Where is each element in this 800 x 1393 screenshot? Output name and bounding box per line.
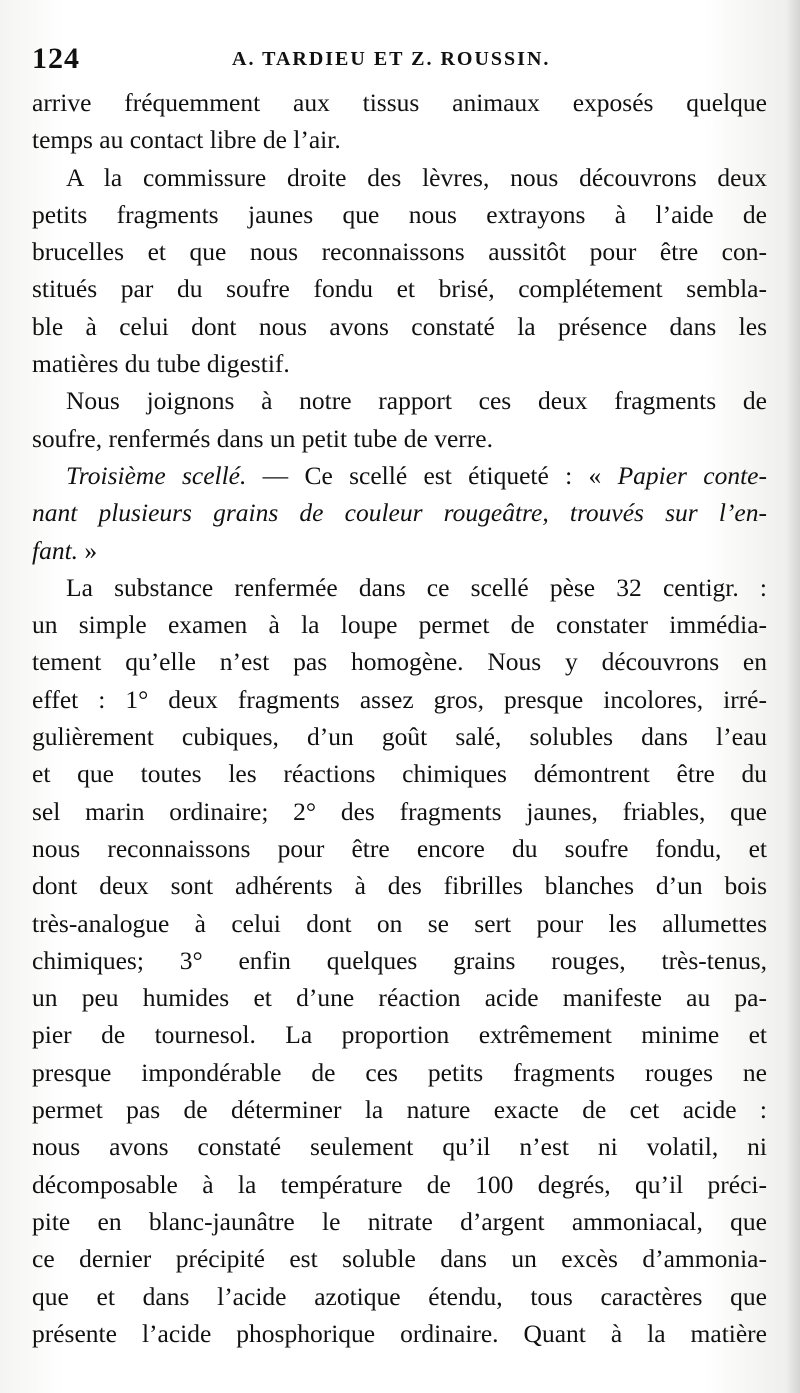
text-line xyxy=(32,494,767,531)
page-header xyxy=(32,42,772,78)
text-line: matières du tube digestif. xyxy=(32,349,290,379)
text-line: décomposable à la température de 100 degrés, qu’il préci- xyxy=(32,1169,767,1199)
text-line: un simple examen à la loupe permet de constater immédia- xyxy=(32,610,767,640)
body-text xyxy=(32,84,767,1352)
text-line: que et dans l’acide azotique étendu, tous caractères que xyxy=(32,1281,767,1311)
running-head: A. TARDIEU ET Z. ROUSSIN. xyxy=(232,48,551,70)
text-line: arrive fréquemment aux tissus animaux exposés quelque xyxy=(32,88,767,117)
text-line: effet : 1° deux fragments assez gros, presque incolores, irré- xyxy=(32,684,767,714)
text-line: pite en blanc-jaunâtre le nitrate d’argent ammoniacal, que xyxy=(32,1206,767,1236)
text-line: ble à celui dont nous avons constaté la présence dans les xyxy=(32,311,767,341)
text-line: permet pas de déterminer la nature exacte de cet acide : xyxy=(32,1095,767,1125)
roman-span: » xyxy=(78,535,98,565)
text-line: pier de tournesol. La proportion extrêmement minime et xyxy=(32,1020,767,1050)
text-line: nous reconnaissons pour être encore du soufre fondu, et xyxy=(32,833,767,863)
text-line: gulièrement cubiques, d’un goût salé, solubles dans l’eau xyxy=(32,722,767,752)
text-line: soufre, renfermés dans un petit tube de verre. xyxy=(32,423,493,453)
text-line: et que toutes les réactions chimiques démontrent être du xyxy=(32,759,767,789)
text-line: La substance renfermée dans ce scellé pèse 32 centigr. : xyxy=(66,572,767,602)
text-line: un peu humides et d’une réaction acide manifeste au pa- xyxy=(32,983,767,1013)
text-line: presque impondérable de ces petits fragments rouges ne xyxy=(32,1057,767,1087)
page-number: 124 xyxy=(32,42,80,75)
text-line: chimiques; 3° enfin quelques grains rouges, très-tenus, xyxy=(32,945,767,975)
italic-span: fant. xyxy=(32,535,79,565)
page-edge-shadow xyxy=(786,0,800,1393)
italic-span: Papier conte- xyxy=(617,460,767,490)
text-line: Nous joignons à notre rapport ces deux fragments de xyxy=(66,386,767,416)
text-line: ce dernier précipité est soluble dans un excès d’ammonia- xyxy=(32,1244,767,1274)
text-line: brucelles et que nous reconnaissons aussitôt pour être con- xyxy=(32,237,767,267)
text-line: stitués par du soufre fondu et brisé, complétement sembla- xyxy=(32,274,767,304)
text-line xyxy=(32,457,767,494)
text-line: A la commissure droite des lèvres, nous découvrons deux xyxy=(66,162,767,192)
text-line: temps au contact libre de l’air. xyxy=(32,125,341,155)
text-line: très-analogue à celui dont on se sert pour les allumettes xyxy=(32,908,767,938)
text-line: sel marin ordinaire; 2° des fragments jaunes, friables, que xyxy=(32,796,767,826)
text-line: tement qu’elle n’est pas homogène. Nous y découvrons en xyxy=(32,647,767,677)
italic-span: Troisième scellé. xyxy=(66,460,247,490)
text-line: présente l’acide phosphorique ordinaire. Quant à la matière xyxy=(32,1318,767,1348)
roman-span: — Ce scellé est étiqueté : « xyxy=(246,460,618,490)
italic-span: nant plusieurs grains de couleur rougeâtre, trouvés sur l’en- xyxy=(32,498,767,528)
text-line xyxy=(32,532,767,569)
text-line: dont deux sont adhérents à des fibrilles blanches d’un bois xyxy=(32,871,767,901)
text-line: nous avons constaté seulement qu’il n’est ni volatil, ni xyxy=(32,1132,767,1162)
text-line: petits fragments jaunes que nous extrayons à l’aide de xyxy=(32,199,767,229)
